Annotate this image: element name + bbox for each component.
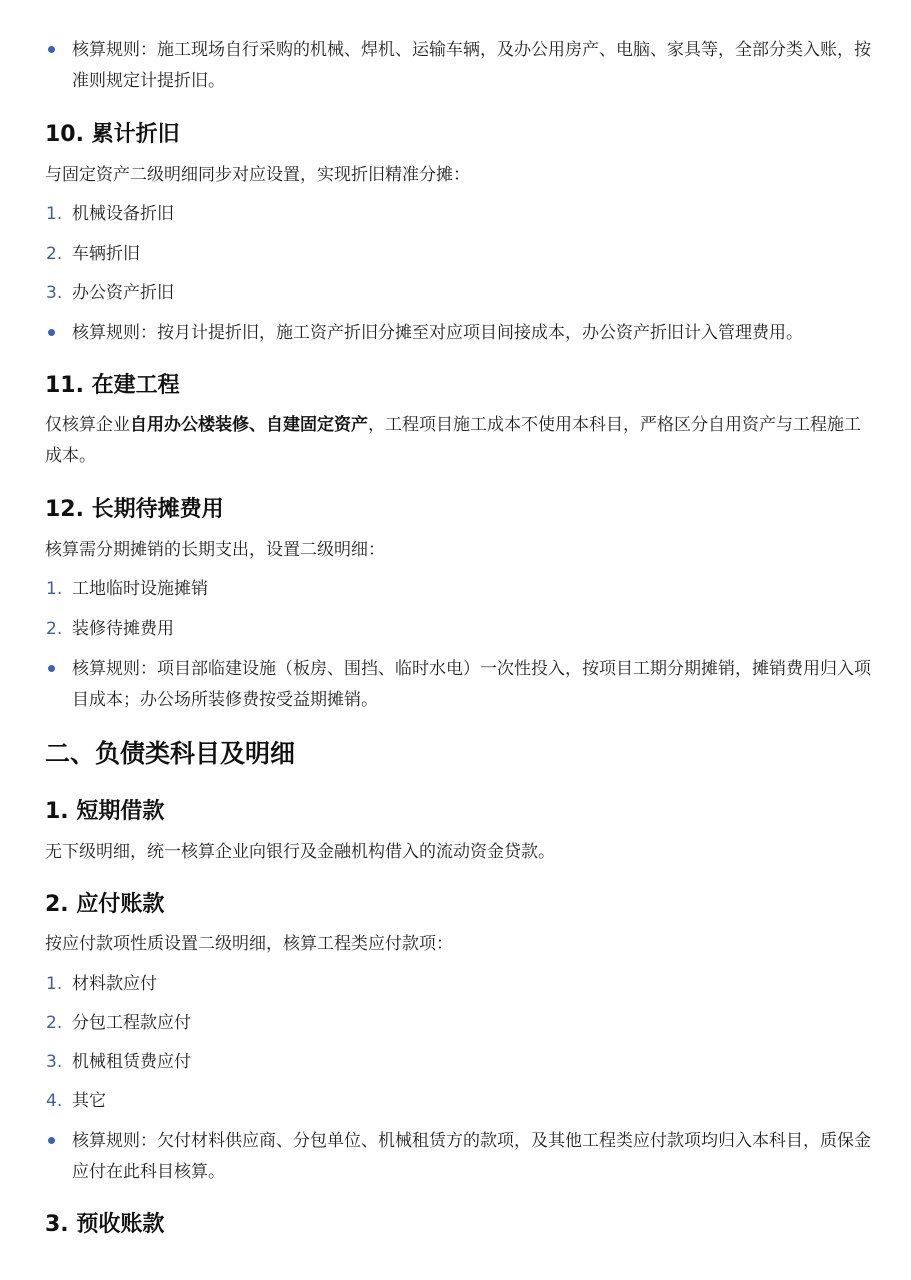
section-heading-11: 11. 在建工程 bbox=[45, 373, 180, 398]
intro-text: 仅核算企业 bbox=[45, 415, 130, 435]
list-number: 1. bbox=[46, 579, 63, 599]
list-item: 车辆折旧 bbox=[72, 244, 140, 264]
bullet-dot bbox=[48, 329, 55, 336]
bullet-dot bbox=[48, 46, 55, 53]
list-item: 装修待摊费用 bbox=[72, 619, 174, 639]
list-number: 2. bbox=[46, 1013, 63, 1033]
section-heading-accounts-payable: 2. 应付账款 bbox=[45, 892, 165, 917]
list-number: 4. bbox=[46, 1091, 63, 1111]
rule-text: 核算规则：欠付材料供应商、分包单位、机械租赁方的款项，及其他工程类应付款项均归入本科目，质保金应付在此科目核算。 bbox=[72, 1131, 871, 1182]
list-number: 2. bbox=[46, 244, 63, 264]
intro-bold-text: 自用办公楼装修、自建固定资产 bbox=[130, 415, 368, 435]
section-12-intro: 核算需分期摊销的长期支出，设置二级明细： bbox=[45, 540, 385, 560]
rule-text: 核算规则：施工现场自行采购的机械、焊机、运输车辆，及办公用房产、电脑、家具等，全部分类入账，按准则规定计提折旧。 bbox=[72, 40, 871, 91]
list-number: 1. bbox=[46, 204, 63, 224]
part-heading-liabilities: 二、负债类科目及明细 bbox=[45, 739, 296, 768]
list-number: 1. bbox=[46, 974, 63, 994]
list-item: 其它 bbox=[72, 1091, 106, 1111]
list-number: 3. bbox=[46, 283, 63, 303]
list-item: 材料款应付 bbox=[72, 974, 157, 994]
section-heading-12: 12. 长期待摊费用 bbox=[45, 497, 224, 522]
list-number: 3. bbox=[46, 1052, 63, 1072]
rule-text: 核算规则：项目部临建设施（板房、围挡、临时水电）一次性投入，按项目工期分期摊销，摊销费用归入项目成本；办公场所装修费按受益期摊销。 bbox=[72, 659, 871, 710]
section-10-intro: 与固定资产二级明细同步对应设置，实现折旧精准分摊： bbox=[45, 165, 470, 185]
bullet-dot bbox=[48, 1137, 55, 1144]
list-number: 2. bbox=[46, 619, 63, 639]
section-heading-short-term-loan: 1. 短期借款 bbox=[45, 799, 165, 824]
list-item: 机械设备折旧 bbox=[72, 204, 174, 224]
accounts-payable-intro: 按应付款项性质设置二级明细，核算工程类应付款项： bbox=[45, 934, 453, 954]
rule-text: 核算规则：按月计提折旧，施工资产折旧分摊至对应项目间接成本，办公资产折旧计入管理费用。 bbox=[72, 323, 803, 343]
list-item: 机械租赁费应付 bbox=[72, 1052, 191, 1072]
short-term-loan-intro: 无下级明细，统一核算企业向银行及金融机构借入的流动资金贷款。 bbox=[45, 842, 555, 862]
section-heading-10: 10. 累计折旧 bbox=[45, 122, 180, 147]
section-11-intro bbox=[45, 410, 871, 472]
list-item: 办公资产折旧 bbox=[72, 283, 174, 303]
section-heading-advance-receipts: 3. 预收账款 bbox=[45, 1212, 165, 1237]
bullet-dot bbox=[48, 665, 55, 672]
list-item: 工地临时设施摊销 bbox=[72, 579, 208, 599]
intro-text: ，工程项目施工成本不使用本科目，严格区分自用资产与工程施工成本。 bbox=[45, 415, 861, 466]
list-item: 分包工程款应付 bbox=[72, 1013, 191, 1033]
